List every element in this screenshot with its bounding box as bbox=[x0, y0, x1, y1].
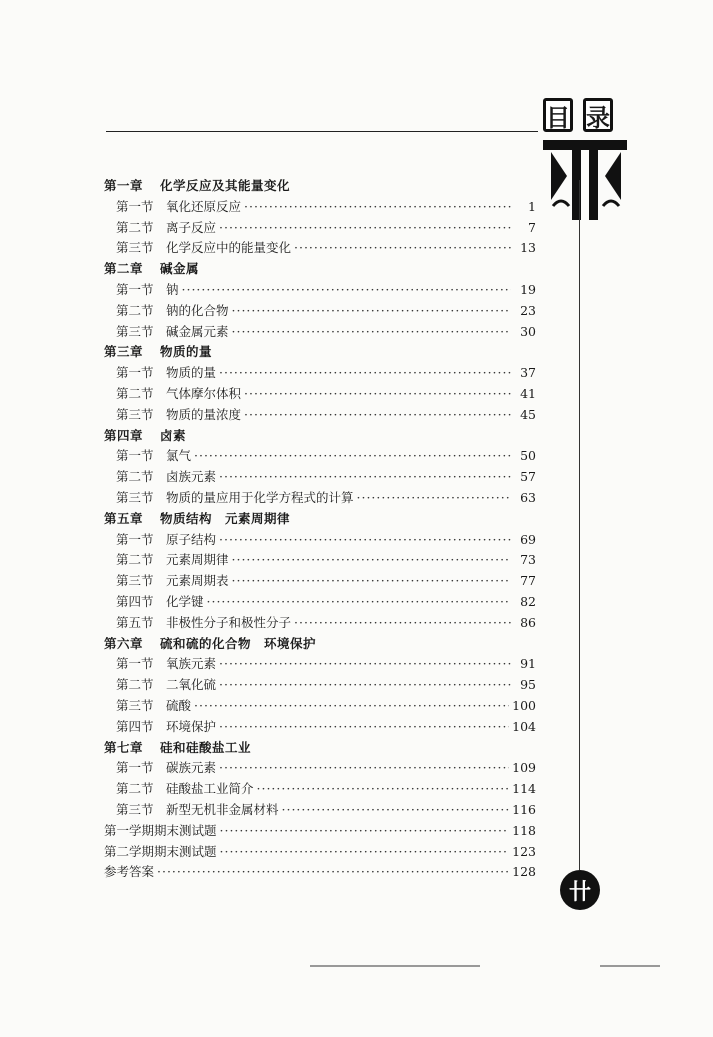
toc-entry-title: 氧族元素 bbox=[166, 656, 217, 672]
toc-entry-section[interactable] bbox=[104, 779, 536, 800]
toc-entry-label: 第五章 bbox=[104, 510, 144, 526]
toc-entry-page: 82 bbox=[520, 593, 536, 609]
toc-entry-title: 第一学期期末测试题 bbox=[104, 822, 217, 838]
toc-entry-title: 物质的量应用于化学方程式的计算 bbox=[166, 489, 354, 505]
toc-entry-title: 离子反应 bbox=[166, 219, 217, 235]
toc-entry-section[interactable] bbox=[104, 238, 536, 259]
toc-entry-title: 新型无机非金属材料 bbox=[166, 801, 279, 817]
toc-entry-label: 第三节 bbox=[116, 801, 154, 817]
toc-entry-title: 二氧化硫 bbox=[166, 677, 217, 693]
toc-entry-section[interactable] bbox=[104, 613, 536, 634]
dot-leader bbox=[219, 675, 511, 696]
toc-entry-label: 第一节 bbox=[116, 198, 154, 214]
toc-entry-section[interactable] bbox=[104, 530, 536, 551]
toc-entry-chapter[interactable] bbox=[104, 342, 536, 363]
toc-entry-section[interactable] bbox=[104, 800, 536, 821]
toc-entry-label: 第七章 bbox=[104, 739, 144, 755]
toc-entry-label: 第三节 bbox=[116, 406, 154, 422]
footer-mark bbox=[310, 965, 480, 967]
dot-leader bbox=[219, 717, 509, 738]
toc-entry-title: 参考答案 bbox=[104, 864, 155, 880]
ornament-icon bbox=[543, 140, 629, 230]
toc-entry-title: 物质的量 bbox=[166, 365, 217, 381]
dot-leader bbox=[219, 218, 511, 239]
dot-leader bbox=[220, 821, 510, 842]
toc-entry-title: 硫酸 bbox=[166, 697, 192, 713]
toc-entry-label: 第三节 bbox=[116, 489, 154, 505]
toc-entry-label: 第三节 bbox=[116, 323, 154, 339]
dot-leader bbox=[219, 758, 509, 779]
toc-entry-section[interactable] bbox=[104, 363, 536, 384]
top-rule bbox=[106, 131, 538, 132]
dot-leader bbox=[232, 301, 511, 322]
toc-entry-chapter[interactable] bbox=[104, 738, 536, 759]
toc-entry-title: 氯气 bbox=[166, 448, 192, 464]
toc-entry-label: 第一节 bbox=[116, 656, 154, 672]
toc-entry-section[interactable] bbox=[104, 280, 536, 301]
dot-leader bbox=[220, 842, 510, 863]
toc-entry-page: 95 bbox=[520, 677, 536, 693]
toc-entry-label: 第四节 bbox=[116, 718, 154, 734]
toc-entry-label: 第四节 bbox=[116, 593, 154, 609]
toc-entry-page: 13 bbox=[520, 240, 536, 256]
toc-entry-label: 第三章 bbox=[104, 344, 144, 360]
toc-entry-standalone[interactable] bbox=[104, 862, 536, 883]
toc-entry-title: 化学键 bbox=[166, 593, 204, 609]
toc-entry-label: 第二章 bbox=[104, 261, 144, 277]
toc-entry-page: 37 bbox=[520, 365, 536, 381]
toc-entry-section[interactable] bbox=[104, 197, 536, 218]
toc-entry-title: 卤素 bbox=[160, 427, 187, 443]
dot-leader bbox=[232, 550, 511, 571]
header-ornament bbox=[543, 95, 629, 315]
toc-entry-page: 7 bbox=[528, 219, 536, 235]
title-char-1: 目 bbox=[543, 98, 573, 132]
toc-entry-label: 第二节 bbox=[116, 781, 154, 797]
toc-entry-title: 钠的化合物 bbox=[166, 302, 229, 318]
toc-entry-page: 69 bbox=[520, 531, 536, 547]
toc-entry-page: 100 bbox=[512, 697, 536, 713]
toc-entry-title: 化学反应中的能量变化 bbox=[166, 240, 292, 256]
toc-entry-label: 第一节 bbox=[116, 760, 154, 776]
toc-entry-title: 物质的量浓度 bbox=[166, 406, 242, 422]
toc-entry-page: 63 bbox=[520, 489, 536, 505]
dot-leader bbox=[244, 384, 511, 405]
toc-entry-page: 45 bbox=[520, 406, 536, 422]
dot-leader bbox=[294, 613, 511, 634]
toc-entry-standalone[interactable] bbox=[104, 821, 536, 842]
toc-entry-page: 19 bbox=[520, 281, 536, 297]
toc-entry-page: 128 bbox=[512, 864, 536, 880]
dot-leader bbox=[232, 322, 511, 343]
dot-leader bbox=[257, 779, 510, 800]
toc-entry-section[interactable] bbox=[104, 218, 536, 239]
dot-leader bbox=[219, 363, 511, 384]
toc-entry-standalone[interactable] bbox=[104, 842, 536, 863]
dot-leader bbox=[219, 654, 511, 675]
toc-entry-title: 环境保护 bbox=[166, 718, 217, 734]
toc-entry-page: 86 bbox=[520, 614, 536, 630]
toc-entry-title: 元素周期表 bbox=[166, 573, 229, 589]
toc-entry-label: 第二节 bbox=[116, 677, 154, 693]
vertical-line bbox=[579, 180, 580, 870]
dot-leader bbox=[282, 800, 510, 821]
dot-leader bbox=[294, 238, 511, 259]
toc-entry-page: 116 bbox=[512, 801, 536, 817]
toc-entry-page: 30 bbox=[520, 323, 536, 339]
toc-entry-section[interactable] bbox=[104, 758, 536, 779]
toc-entry-title: 钠 bbox=[166, 281, 179, 297]
toc-entry-section[interactable] bbox=[104, 384, 536, 405]
toc-entry-page: 73 bbox=[520, 552, 536, 568]
toc-entry-section[interactable] bbox=[104, 322, 536, 343]
toc-entry-title: 氧化还原反应 bbox=[166, 198, 242, 214]
table-of-contents bbox=[104, 176, 536, 883]
toc-entry-page: 118 bbox=[512, 822, 536, 838]
dot-leader bbox=[357, 488, 511, 509]
toc-entry-title: 原子结构 bbox=[166, 531, 217, 547]
toc-entry-title: 碱金属元素 bbox=[166, 323, 229, 339]
toc-entry-label: 第二节 bbox=[116, 385, 154, 401]
toc-entry-page: 1 bbox=[528, 198, 536, 214]
toc-entry-label: 第一节 bbox=[116, 531, 154, 547]
toc-entry-chapter[interactable] bbox=[104, 509, 536, 530]
toc-entry-section[interactable] bbox=[104, 675, 536, 696]
toc-entry-section[interactable] bbox=[104, 717, 536, 738]
toc-entry-label: 第四章 bbox=[104, 427, 144, 443]
dot-leader bbox=[244, 405, 511, 426]
dot-leader bbox=[232, 571, 511, 592]
dot-leader bbox=[207, 592, 511, 613]
toc-entry-label: 第二节 bbox=[116, 469, 154, 485]
toc-entry-label: 第二节 bbox=[116, 552, 154, 568]
seal-icon: 卄 bbox=[560, 870, 600, 910]
toc-entry-label: 第三节 bbox=[116, 240, 154, 256]
toc-entry-title: 硫和硫的化合物 环境保护 bbox=[160, 635, 317, 651]
toc-entry-section[interactable] bbox=[104, 446, 536, 467]
toc-entry-chapter[interactable] bbox=[104, 259, 536, 280]
dot-leader bbox=[244, 197, 511, 218]
toc-entry-title: 碳族元素 bbox=[166, 760, 217, 776]
toc-entry-label: 第二节 bbox=[116, 219, 154, 235]
toc-entry-label: 第三节 bbox=[116, 697, 154, 713]
toc-entry-page: 57 bbox=[520, 469, 536, 485]
toc-entry-section[interactable] bbox=[104, 571, 536, 592]
toc-entry-section[interactable] bbox=[104, 696, 536, 717]
toc-entry-page: 41 bbox=[520, 385, 536, 401]
toc-entry-title: 碱金属 bbox=[160, 261, 200, 277]
dot-leader bbox=[194, 446, 511, 467]
toc-entry-title: 硅和硅酸盐工业 bbox=[160, 739, 252, 755]
toc-entry-page: 109 bbox=[512, 760, 536, 776]
toc-entry-label: 第五节 bbox=[116, 614, 154, 630]
toc-entry-title: 卤族元素 bbox=[166, 469, 217, 485]
toc-entry-page: 91 bbox=[520, 656, 536, 672]
toc-entry-title: 气体摩尔体积 bbox=[166, 385, 242, 401]
toc-entry-label: 第一章 bbox=[104, 178, 144, 193]
toc-entry-section[interactable] bbox=[104, 654, 536, 675]
toc-entry-title: 化学反应及其能量变化 bbox=[160, 178, 291, 193]
toc-entry-page: 77 bbox=[520, 573, 536, 589]
toc-entry-label: 第一节 bbox=[116, 281, 154, 297]
toc-entry-title: 第二学期期末测试题 bbox=[104, 843, 217, 859]
toc-entry-section[interactable] bbox=[104, 488, 536, 509]
dot-leader bbox=[219, 467, 511, 488]
toc-entry-page: 50 bbox=[520, 448, 536, 464]
toc-entry-title: 物质的量 bbox=[160, 344, 213, 360]
toc-entry-page: 23 bbox=[520, 302, 536, 318]
toc-entry-page: 104 bbox=[512, 718, 536, 734]
toc-entry-label: 第三节 bbox=[116, 573, 154, 589]
dot-leader bbox=[219, 530, 511, 551]
toc-entry-section[interactable] bbox=[104, 467, 536, 488]
toc-entry-title: 非极性分子和极性分子 bbox=[166, 614, 292, 630]
toc-entry-chapter[interactable] bbox=[104, 176, 536, 197]
toc-entry-title: 元素周期律 bbox=[166, 552, 229, 568]
toc-entry-label: 第一节 bbox=[116, 365, 154, 381]
toc-entry-title: 物质结构 元素周期律 bbox=[160, 510, 291, 526]
dot-leader bbox=[157, 862, 509, 883]
toc-entry-section[interactable] bbox=[104, 550, 536, 571]
toc-entry-chapter[interactable] bbox=[104, 634, 536, 655]
dot-leader bbox=[194, 696, 509, 717]
toc-entry-section[interactable] bbox=[104, 301, 536, 322]
toc-entry-label: 第六章 bbox=[104, 635, 144, 651]
toc-entry-title: 硅酸盐工业简介 bbox=[166, 781, 254, 797]
toc-entry-page: 123 bbox=[512, 843, 536, 859]
dot-leader bbox=[182, 280, 511, 301]
toc-entry-page: 114 bbox=[512, 781, 536, 797]
toc-entry-section[interactable] bbox=[104, 405, 536, 426]
toc-entry-label: 第二节 bbox=[116, 302, 154, 318]
toc-entry-label: 第一节 bbox=[116, 448, 154, 464]
toc-entry-chapter[interactable] bbox=[104, 426, 536, 447]
title-char-2: 录 bbox=[583, 98, 613, 132]
toc-entry-section[interactable] bbox=[104, 592, 536, 613]
footer-mark bbox=[600, 965, 660, 967]
